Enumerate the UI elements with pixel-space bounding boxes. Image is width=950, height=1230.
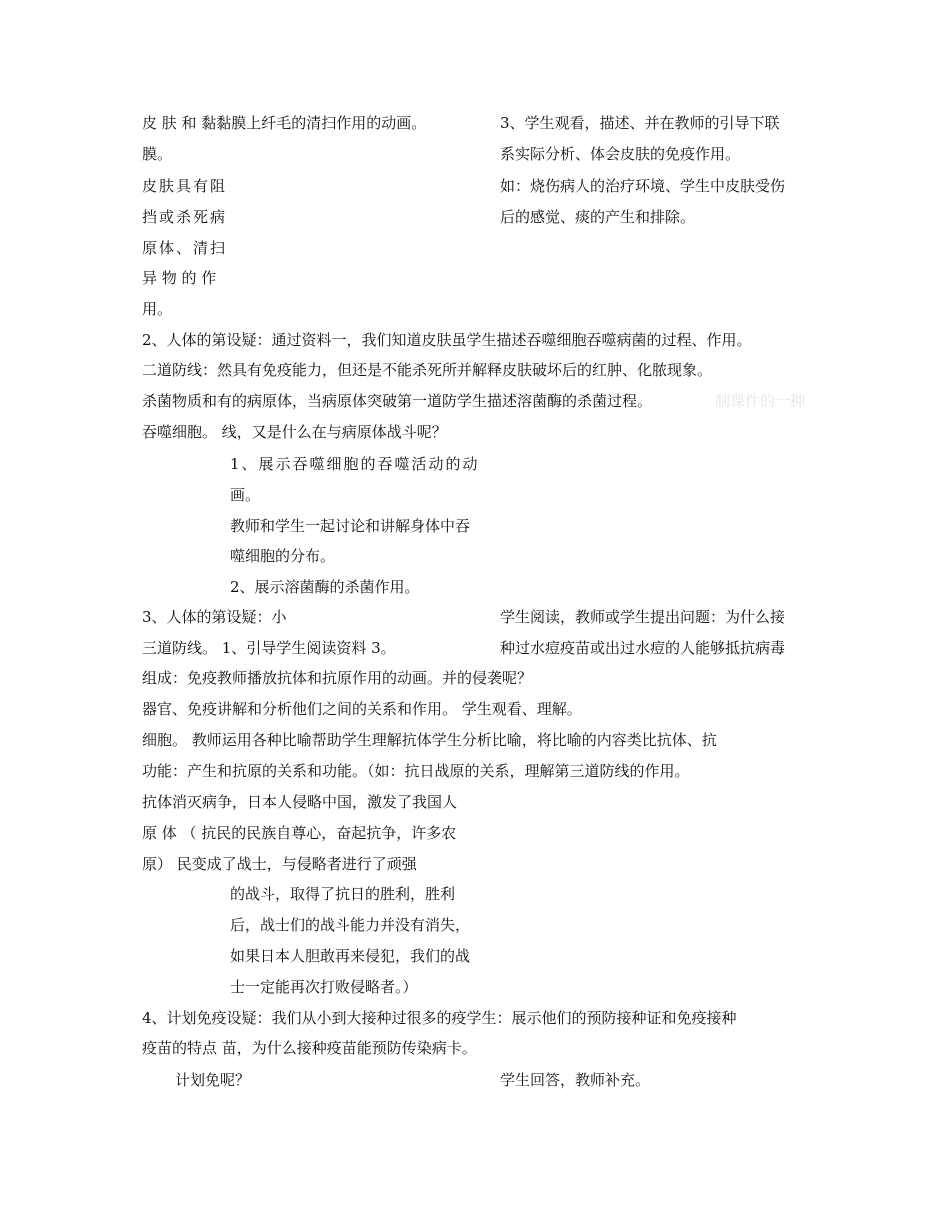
text-line: 系实际分析、体会皮肤的免疫作用。: [500, 145, 741, 163]
text-line: 后的感觉、痰的产生和排除。: [500, 208, 696, 226]
text-line: 种过水痘疫苗或出过水痘的人能够抵抗病毒: [500, 639, 786, 657]
text-line: 3、学生观看，描述、并在教师的引导下联: [500, 114, 780, 132]
text-line: 三道防线。 1、引导学生阅读资料 3。: [142, 639, 396, 657]
faint-watermark-text: 制课件的一种: [715, 392, 806, 410]
text-line: 组成：免疫教师播放抗体和抗原作用的动画。并的侵袭呢？: [142, 669, 533, 687]
text-line: 4、计划免疫设疑：我们从小到大接种过很多的疫学生：展示他们的预防接种证和免疫接种: [142, 1009, 737, 1027]
text-line: 用。: [142, 300, 173, 318]
text-line: 教师和学生一起讨论和讲解身体中吞: [230, 517, 471, 535]
text-line: 功能：产生和抗原的关系和功能。（如：抗日战原的关系，理解第三道防线的作用。: [142, 762, 690, 780]
text-line: 2、人体的第设疑：通过资料一，我们知道皮肤虽学生描述吞噬细胞吞噬病菌的过程、作用。: [142, 331, 752, 349]
text-line: 皮肤具有阻: [142, 177, 228, 195]
text-line: 器官、免疫讲解和分析他们之间的关系和作用。 学生观看、理解。: [142, 700, 582, 718]
text-line: 原 体 （ 抗民的民族自尊心，奋起抗争，许多农: [142, 824, 457, 842]
text-line: 3、人体的第设疑：小: [142, 608, 287, 626]
text-line: 原） 民变成了战士，与侵略者进行了顽强: [142, 855, 417, 873]
text-line: 异 物 的 作: [142, 269, 217, 287]
text-line: 的战斗，取得了抗日的胜利，胜利: [230, 885, 456, 903]
text-line: 如果日本人胆敢再来侵犯，我们的战: [230, 947, 471, 965]
text-line: 画。: [230, 486, 261, 504]
text-line: 抗体消灭病争，日本人侵略中国，激发了我国人: [142, 793, 458, 811]
text-line: 细胞。 教师运用各种比喻帮助学生理解抗体学生分析比喻，将比喻的内容类比抗体、抗: [142, 731, 717, 749]
text-line: 学生阅读，教师或学生提出问题：为什么接: [500, 608, 786, 626]
text-line: 噬细胞的分布。: [230, 547, 336, 565]
text-line: 杀菌物质和有的病原体，当病原体突破第一道防学生描述溶菌酶的杀菌过程。: [142, 392, 653, 410]
text-line: 皮 肤 和 黏黏膜上纤毛的清扫作用的动画。: [142, 114, 427, 132]
text-line: 疫苗的特点 苗，为什么接种疫苗能预防传染病卡。: [142, 1039, 477, 1057]
text-line: 后，战士们的战斗能力并没有消失，: [230, 916, 471, 934]
text-line: 学生回答，教师补充。: [500, 1071, 651, 1089]
text-line: 2、展示溶菌酶的杀菌作用。: [230, 578, 420, 596]
text-line: 二道防线：然具有免疫能力，但还是不能杀死所并解释皮肤破坏后的红肿、化脓现象。: [142, 361, 713, 379]
text-line: 1、展示吞噬细胞的吞噬活动的动: [230, 455, 480, 473]
text-line: 计划免呢？: [175, 1071, 251, 1089]
text-line: 士一定能再次打败侵略者。）: [230, 978, 418, 996]
text-line: 原体、清扫: [142, 239, 228, 257]
text-line: 如：烧伤病人的治疗环境、学生中皮肤受伤: [500, 177, 786, 195]
text-line: 挡或杀死病: [142, 208, 228, 226]
text-line: 膜。: [142, 145, 173, 163]
text-line: 吞噬细胞。 线，又是什么在与病原体战斗呢？: [142, 423, 447, 441]
